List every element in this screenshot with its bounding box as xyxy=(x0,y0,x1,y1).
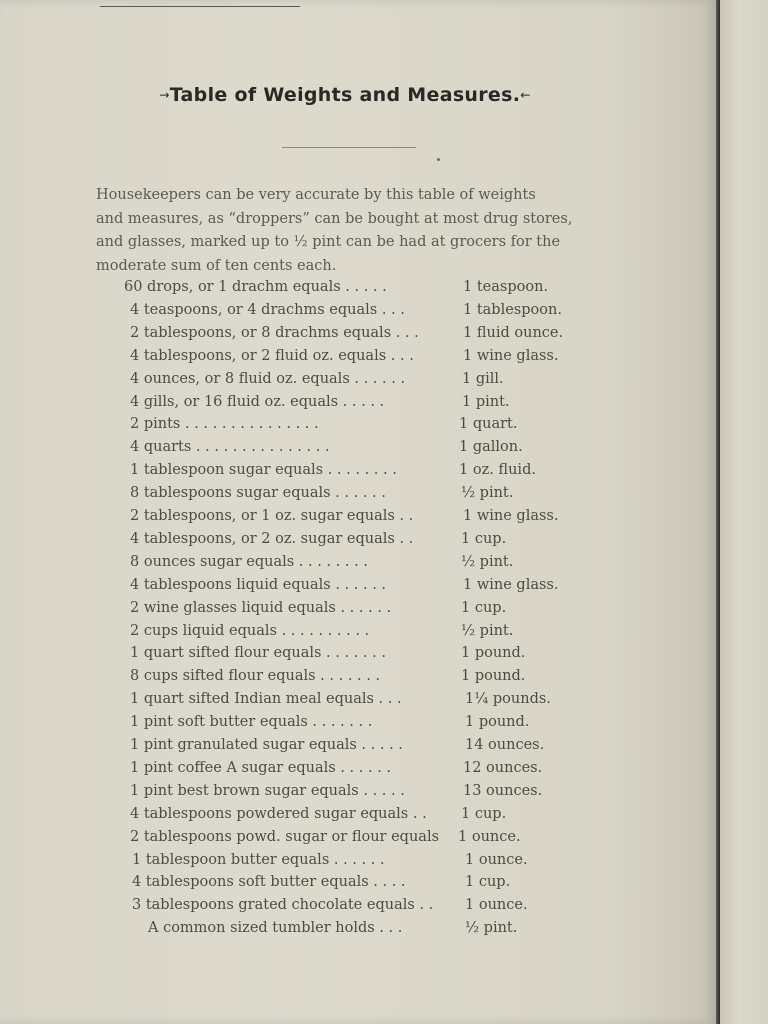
table-row xyxy=(0,325,716,347)
row-equivalent: 1 oz. fluid. xyxy=(459,462,536,478)
row-equivalent: 1 gill. xyxy=(462,371,504,387)
table-row xyxy=(0,897,716,919)
row-measure: 1 pint granulated sugar equals . . . . . xyxy=(130,737,403,753)
row-equivalent: 1 ounce. xyxy=(465,897,528,913)
row-measure: A common sized tumbler holds . . . xyxy=(148,920,403,936)
table-row xyxy=(0,714,716,736)
title-ornament-left: → xyxy=(159,88,170,102)
table-row xyxy=(0,874,716,896)
row-equivalent: 12 ounces. xyxy=(463,760,543,776)
row-equivalent: 1 wine glass. xyxy=(463,577,559,593)
table-row xyxy=(0,737,716,759)
row-equivalent: 13 ounces. xyxy=(463,783,543,799)
adjacent-page-edge xyxy=(720,0,768,1024)
row-equivalent: 1 quart. xyxy=(459,416,518,432)
table-row xyxy=(0,806,716,828)
table-row xyxy=(0,371,716,393)
intro-line: Housekeepers can be very accurate by this table of weights xyxy=(96,187,536,203)
row-measure: 4 tablespoons, or 2 oz. sugar equals . . xyxy=(130,531,414,547)
table-row xyxy=(0,531,716,553)
top-rule xyxy=(100,6,300,7)
table-row xyxy=(0,600,716,622)
intro-line: moderate sum of ten cents each. xyxy=(96,257,337,274)
row-equivalent: 1 pint. xyxy=(462,394,510,410)
table-row xyxy=(0,760,716,782)
row-equivalent: ½ pint. xyxy=(461,554,514,570)
row-measure: 2 pints . . . . . . . . . . . . . . . xyxy=(130,416,319,432)
row-equivalent: 1 pound. xyxy=(461,645,526,661)
row-equivalent: 1 fluid ounce. xyxy=(463,325,564,341)
row-measure: 60 drops, or 1 drachm equals . . . . . xyxy=(124,279,387,295)
intro-line: and measures, as “droppers” can be bought at most drug stores, xyxy=(96,210,573,227)
row-equivalent: ½ pint. xyxy=(465,920,518,936)
intro-paragraph xyxy=(96,184,610,278)
row-equivalent: 14 ounces. xyxy=(465,737,545,753)
intro-line: and glasses, marked up to ½ pint can be had at grocers for the xyxy=(96,234,561,250)
table-row xyxy=(0,668,716,690)
table-row xyxy=(0,577,716,599)
row-measure: 2 cups liquid equals . . . . . . . . . . xyxy=(130,623,370,639)
row-measure: 4 tablespoons soft butter equals . . . . xyxy=(132,874,406,890)
row-measure: 1 pint coffee A sugar equals . . . . . . xyxy=(130,760,392,776)
row-equivalent: 1¼ pounds. xyxy=(465,691,551,707)
table-row xyxy=(0,920,716,942)
row-equivalent: 1 cup. xyxy=(465,874,511,890)
row-measure: 1 quart sifted Indian meal equals . . . xyxy=(130,691,402,707)
row-equivalent: 1 cup. xyxy=(461,806,507,822)
table-row xyxy=(0,302,716,324)
row-measure: 1 tablespoon sugar equals . . . . . . . . xyxy=(130,462,397,478)
row-measure: 4 quarts . . . . . . . . . . . . . . . xyxy=(130,439,330,455)
row-measure: 4 gills, or 16 fluid oz. equals . . . . . xyxy=(130,394,385,410)
row-equivalent: 1 teaspoon. xyxy=(463,279,549,295)
row-equivalent: 1 wine glass. xyxy=(463,348,559,364)
row-measure: 8 ounces sugar equals . . . . . . . . xyxy=(130,554,368,570)
row-equivalent: 1 gallon. xyxy=(459,439,523,455)
table-row xyxy=(0,783,716,805)
title-text: Table of Weights and Measures. xyxy=(169,84,521,106)
row-measure: 1 pint best brown sugar equals . . . . . xyxy=(130,783,405,799)
row-measure: 4 tablespoons powdered sugar equals . . xyxy=(130,806,427,822)
row-measure: 1 quart sifted flour equals . . . . . . . xyxy=(130,645,386,661)
row-measure: 4 ounces, or 8 fluid oz. equals . . . . . . xyxy=(130,371,406,387)
row-measure: 4 teaspoons, or 4 drachms equals . . . xyxy=(130,302,405,318)
table-row xyxy=(0,348,716,370)
table-row xyxy=(0,645,716,667)
table-row xyxy=(0,508,716,530)
title-ornament-right: ← xyxy=(520,88,531,102)
row-equivalent: 1 cup. xyxy=(461,531,507,547)
page-title xyxy=(0,84,690,106)
table-row xyxy=(0,394,716,416)
ornament-dot xyxy=(437,158,440,161)
row-measure: 4 tablespoons, or 2 fluid oz. equals . . . xyxy=(130,348,414,364)
row-measure: 2 tablespoons, or 8 drachms equals . . . xyxy=(130,325,419,341)
title-rule xyxy=(282,147,416,148)
row-measure: 2 tablespoons powd. sugar or flour equals xyxy=(130,829,440,845)
table-row xyxy=(0,462,716,484)
row-equivalent: 1 pound. xyxy=(465,714,530,730)
row-equivalent: ½ pint. xyxy=(461,623,514,639)
table-row xyxy=(0,623,716,645)
row-measure: 2 tablespoons, or 1 oz. sugar equals . . xyxy=(130,508,414,524)
row-measure: 2 wine glasses liquid equals . . . . . . xyxy=(130,600,392,616)
table-row xyxy=(0,485,716,507)
table-row xyxy=(0,829,716,851)
row-measure: 8 cups sifted flour equals . . . . . . . xyxy=(130,668,381,684)
row-equivalent: 1 ounce. xyxy=(465,852,528,868)
row-measure: 1 tablespoon butter equals . . . . . . xyxy=(132,852,385,868)
row-measure: 4 tablespoons liquid equals . . . . . . xyxy=(130,577,387,593)
row-measure: 3 tablespoons grated chocolate equals . . xyxy=(132,897,434,913)
row-equivalent: ½ pint. xyxy=(461,485,514,501)
table-row xyxy=(0,439,716,461)
table-row xyxy=(0,691,716,713)
table-row xyxy=(0,416,716,438)
row-equivalent: 1 tablespoon. xyxy=(463,302,562,318)
table-row xyxy=(0,852,716,874)
table-row xyxy=(0,279,716,301)
row-measure: 1 pint soft butter equals . . . . . . . xyxy=(130,714,373,730)
row-equivalent: 1 pound. xyxy=(461,668,526,684)
row-equivalent: 1 wine glass. xyxy=(463,508,559,524)
row-equivalent: 1 ounce. xyxy=(458,829,521,845)
row-measure: 8 tablespoons sugar equals . . . . . . xyxy=(130,485,386,501)
table-row xyxy=(0,554,716,576)
row-equivalent: 1 cup. xyxy=(461,600,507,616)
